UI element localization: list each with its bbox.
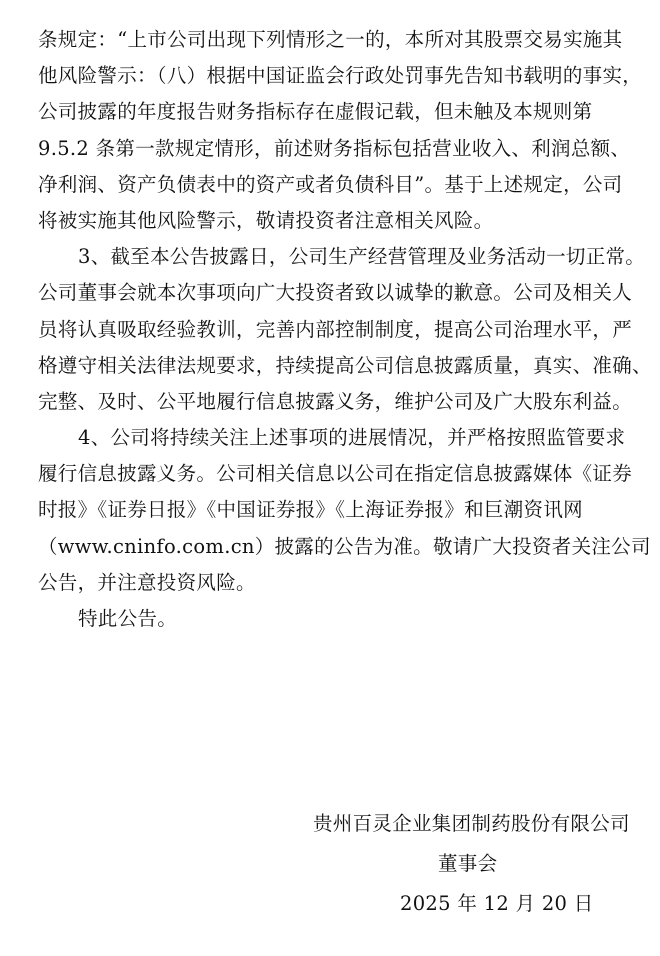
text-line: 履行信息披露义务。公司相关信息以公司在指定信息披露媒体《证券 [38, 462, 633, 486]
signature-board: 董事会 [438, 852, 498, 875]
text-line: （www.cninfo.com.cn）披露的公告为准。敬请广大投资者关注公司 [38, 534, 651, 558]
text-line: 9.5.2 条第一款规定情形，前述财务指标包括营业收入、利润总额、 [38, 136, 631, 160]
paragraph-item-3 [38, 239, 652, 420]
text-line: 公告，并注意投资风险。 [38, 570, 256, 594]
text-line: 将被实施其他风险警示，敬请投资者注意相关风险。 [38, 208, 494, 232]
signature-date: 2025 年 12 月 20 日 [400, 892, 594, 915]
text-line: 时报》《证券日报》《中国证券报》《上海证券报》和巨潮资讯网 [38, 498, 583, 522]
paragraph-regulation [38, 22, 643, 239]
text-line: 3、截至本公告披露日，公司生产经营管理及业务活动一切正常。 [78, 245, 646, 269]
text-line: 公司披露的年度报告财务指标存在虚假记载，但未触及本规则第 [38, 100, 593, 124]
text-line: 净利润、资产负债表中的资产或者负债科目”。基于上述规定，公司 [38, 172, 623, 196]
text-line: 格遵守相关法律法规要求，持续提高公司信息披露质量，真实、准确、 [38, 353, 652, 377]
document-body [38, 22, 652, 637]
closing-statement: 特此公告。 [78, 607, 178, 630]
text-line: 完整、及时、公平地履行信息披露义务，维护公司及广大股东利益。 [38, 389, 633, 413]
text-line: 条规定：“上市公司出现下列情形之一的，本所对其股票交易实施其 [38, 28, 623, 51]
paragraph-item-4 [38, 420, 651, 601]
text-line: 员将认真吸取经验教训，完善内部控制制度，提高公司治理水平，严 [38, 317, 633, 341]
text-line: 他风险警示：（八）根据中国证监会行政处罚事先告知书载明的事实， [38, 64, 643, 88]
text-line: 4、公司将持续关注上述事项的进展情况，并严格按照监管要求 [78, 426, 626, 450]
signature-company: 贵州百灵企业集团制药股份有限公司 [313, 812, 630, 835]
text-line: 公司董事会就本次事项向广大投资者致以诚挚的歉意。公司及相关人 [38, 281, 633, 305]
